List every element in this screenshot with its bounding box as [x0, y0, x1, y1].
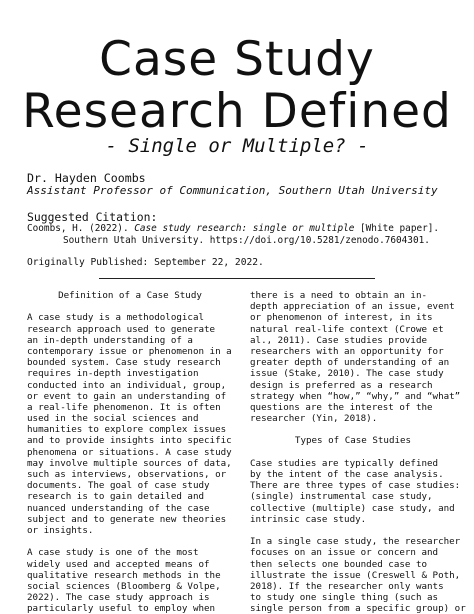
text-line: bounded system. Case study research [27, 357, 221, 369]
paragraph [27, 547, 233, 614]
section-heading-definition: Definition of a Case Study [58, 290, 202, 301]
text-line: contemporary issue or phenomenon in a [27, 345, 232, 357]
text-line: researcher (Yin, 2018). [250, 413, 378, 425]
text-line: widely used and accepted means of [27, 558, 210, 570]
text-line: humanities to explore complex issues [27, 424, 227, 436]
text-line: there is a need to obtain an in- [250, 290, 428, 301]
text-line: or insights. [27, 524, 94, 536]
text-line: greater depth of understanding of an [250, 357, 450, 369]
title-line-2: Research Defined [22, 84, 452, 139]
author-name: Dr. Hayden Coombs [27, 171, 146, 185]
text-line: In a single case study, the researcher [250, 536, 461, 548]
left-column [27, 290, 233, 614]
text-line: requires in-depth investigation [27, 368, 199, 380]
title-line-1: Case Study [99, 32, 375, 87]
text-line: to study one single thing (such as [250, 592, 439, 604]
citation-label: Suggested Citation: [27, 210, 158, 224]
paragraph [250, 536, 466, 614]
text-line: natural real-life context (Crowe et [250, 323, 444, 335]
right-column [250, 290, 466, 614]
published-date: Originally Published: September 22, 2022. [27, 257, 264, 268]
section-divider [99, 278, 375, 279]
text-line: single person from a specific group) or [250, 603, 466, 614]
text-line: 2022). The case study approach is [27, 592, 210, 604]
text-line: social sciences (Bloomberg & Volpe, [27, 580, 221, 592]
text-line: questions are the interest of the [250, 401, 433, 413]
subtitle: - Single or Multiple? - [105, 135, 369, 157]
paragraph [27, 312, 233, 536]
text-line: or event to gain an understanding of [27, 390, 227, 402]
text-line: illustrate the issue (Creswell & Poth, [250, 569, 461, 581]
text-line: strategy when “how,” “why,” and “what” [250, 390, 461, 402]
text-line: and to provide insights into specific [27, 435, 232, 447]
text-line: researchers with an opportunity for [250, 345, 444, 357]
paragraph [250, 457, 461, 525]
text-line: by the intent of the case analysis. [250, 469, 444, 481]
text-line: A case study is one of the most [27, 547, 199, 559]
citation-line-2[interactable]: Southern Utah University. https://doi.org/10.5281/zenodo.7604301. [63, 235, 430, 246]
text-line: conducted into an individual, group, [27, 379, 227, 391]
text-line: qualitative research methods in the [27, 569, 221, 581]
author-role: Assistant Professor of Communication, Southern Utah University [27, 184, 438, 197]
text-line: collective (multiple) case study, and [250, 502, 455, 514]
text-line: then selects one bounded case to [250, 558, 428, 570]
text-line: an in-depth understanding of a [27, 334, 193, 346]
text-line: or phenomenon of interest, in its [250, 312, 433, 324]
text-line: depth appreciation of an issue, event [250, 301, 455, 313]
text-line: a real-life phenomenon. It is often [27, 401, 221, 413]
text-line: intrinsic case study. [250, 513, 367, 525]
text-line: used in the social sciences and [27, 413, 199, 425]
text-line: design is preferred as a research [250, 379, 433, 391]
text-line: nuanced understanding of the case [27, 502, 210, 514]
text-line: focuses on an issue or concern and [250, 547, 439, 559]
text-line: documents. The goal of case study [27, 480, 210, 492]
text-line: There are three types of case studies: [250, 480, 461, 492]
section-heading-types: Types of Case Studies [294, 435, 412, 447]
text-line: al., 2011). Case studies provide [250, 334, 428, 346]
text-line: phenomena or situations. A case study [27, 446, 232, 458]
text-line: subject and to generate new theories [27, 513, 227, 525]
citation-suffix: [White paper]. [354, 223, 440, 234]
text-line: A case study is a methodological [27, 312, 205, 324]
citation-prefix: Coombs, H. (2022). [27, 223, 135, 234]
text-line: 2018). If the researcher only wants [250, 580, 444, 592]
text-line: may involve multiple sources of data, [27, 457, 232, 469]
text-line: Case studies are typically defined [250, 457, 439, 469]
paragraph [250, 290, 461, 425]
text-line: (single) instrumental case study, [250, 491, 433, 503]
text-line: such as interviews, observations, or [27, 469, 227, 481]
citation-title: Case study research: single or multiple [134, 223, 355, 234]
citation-line-1 [27, 223, 439, 235]
text-line: research is to gain detailed and [27, 491, 205, 503]
text-line: particularly useful to employ when [27, 603, 216, 614]
text-line: research approach used to generate [27, 323, 216, 335]
text-line: issue (Stake, 2010). The case study [250, 368, 444, 380]
